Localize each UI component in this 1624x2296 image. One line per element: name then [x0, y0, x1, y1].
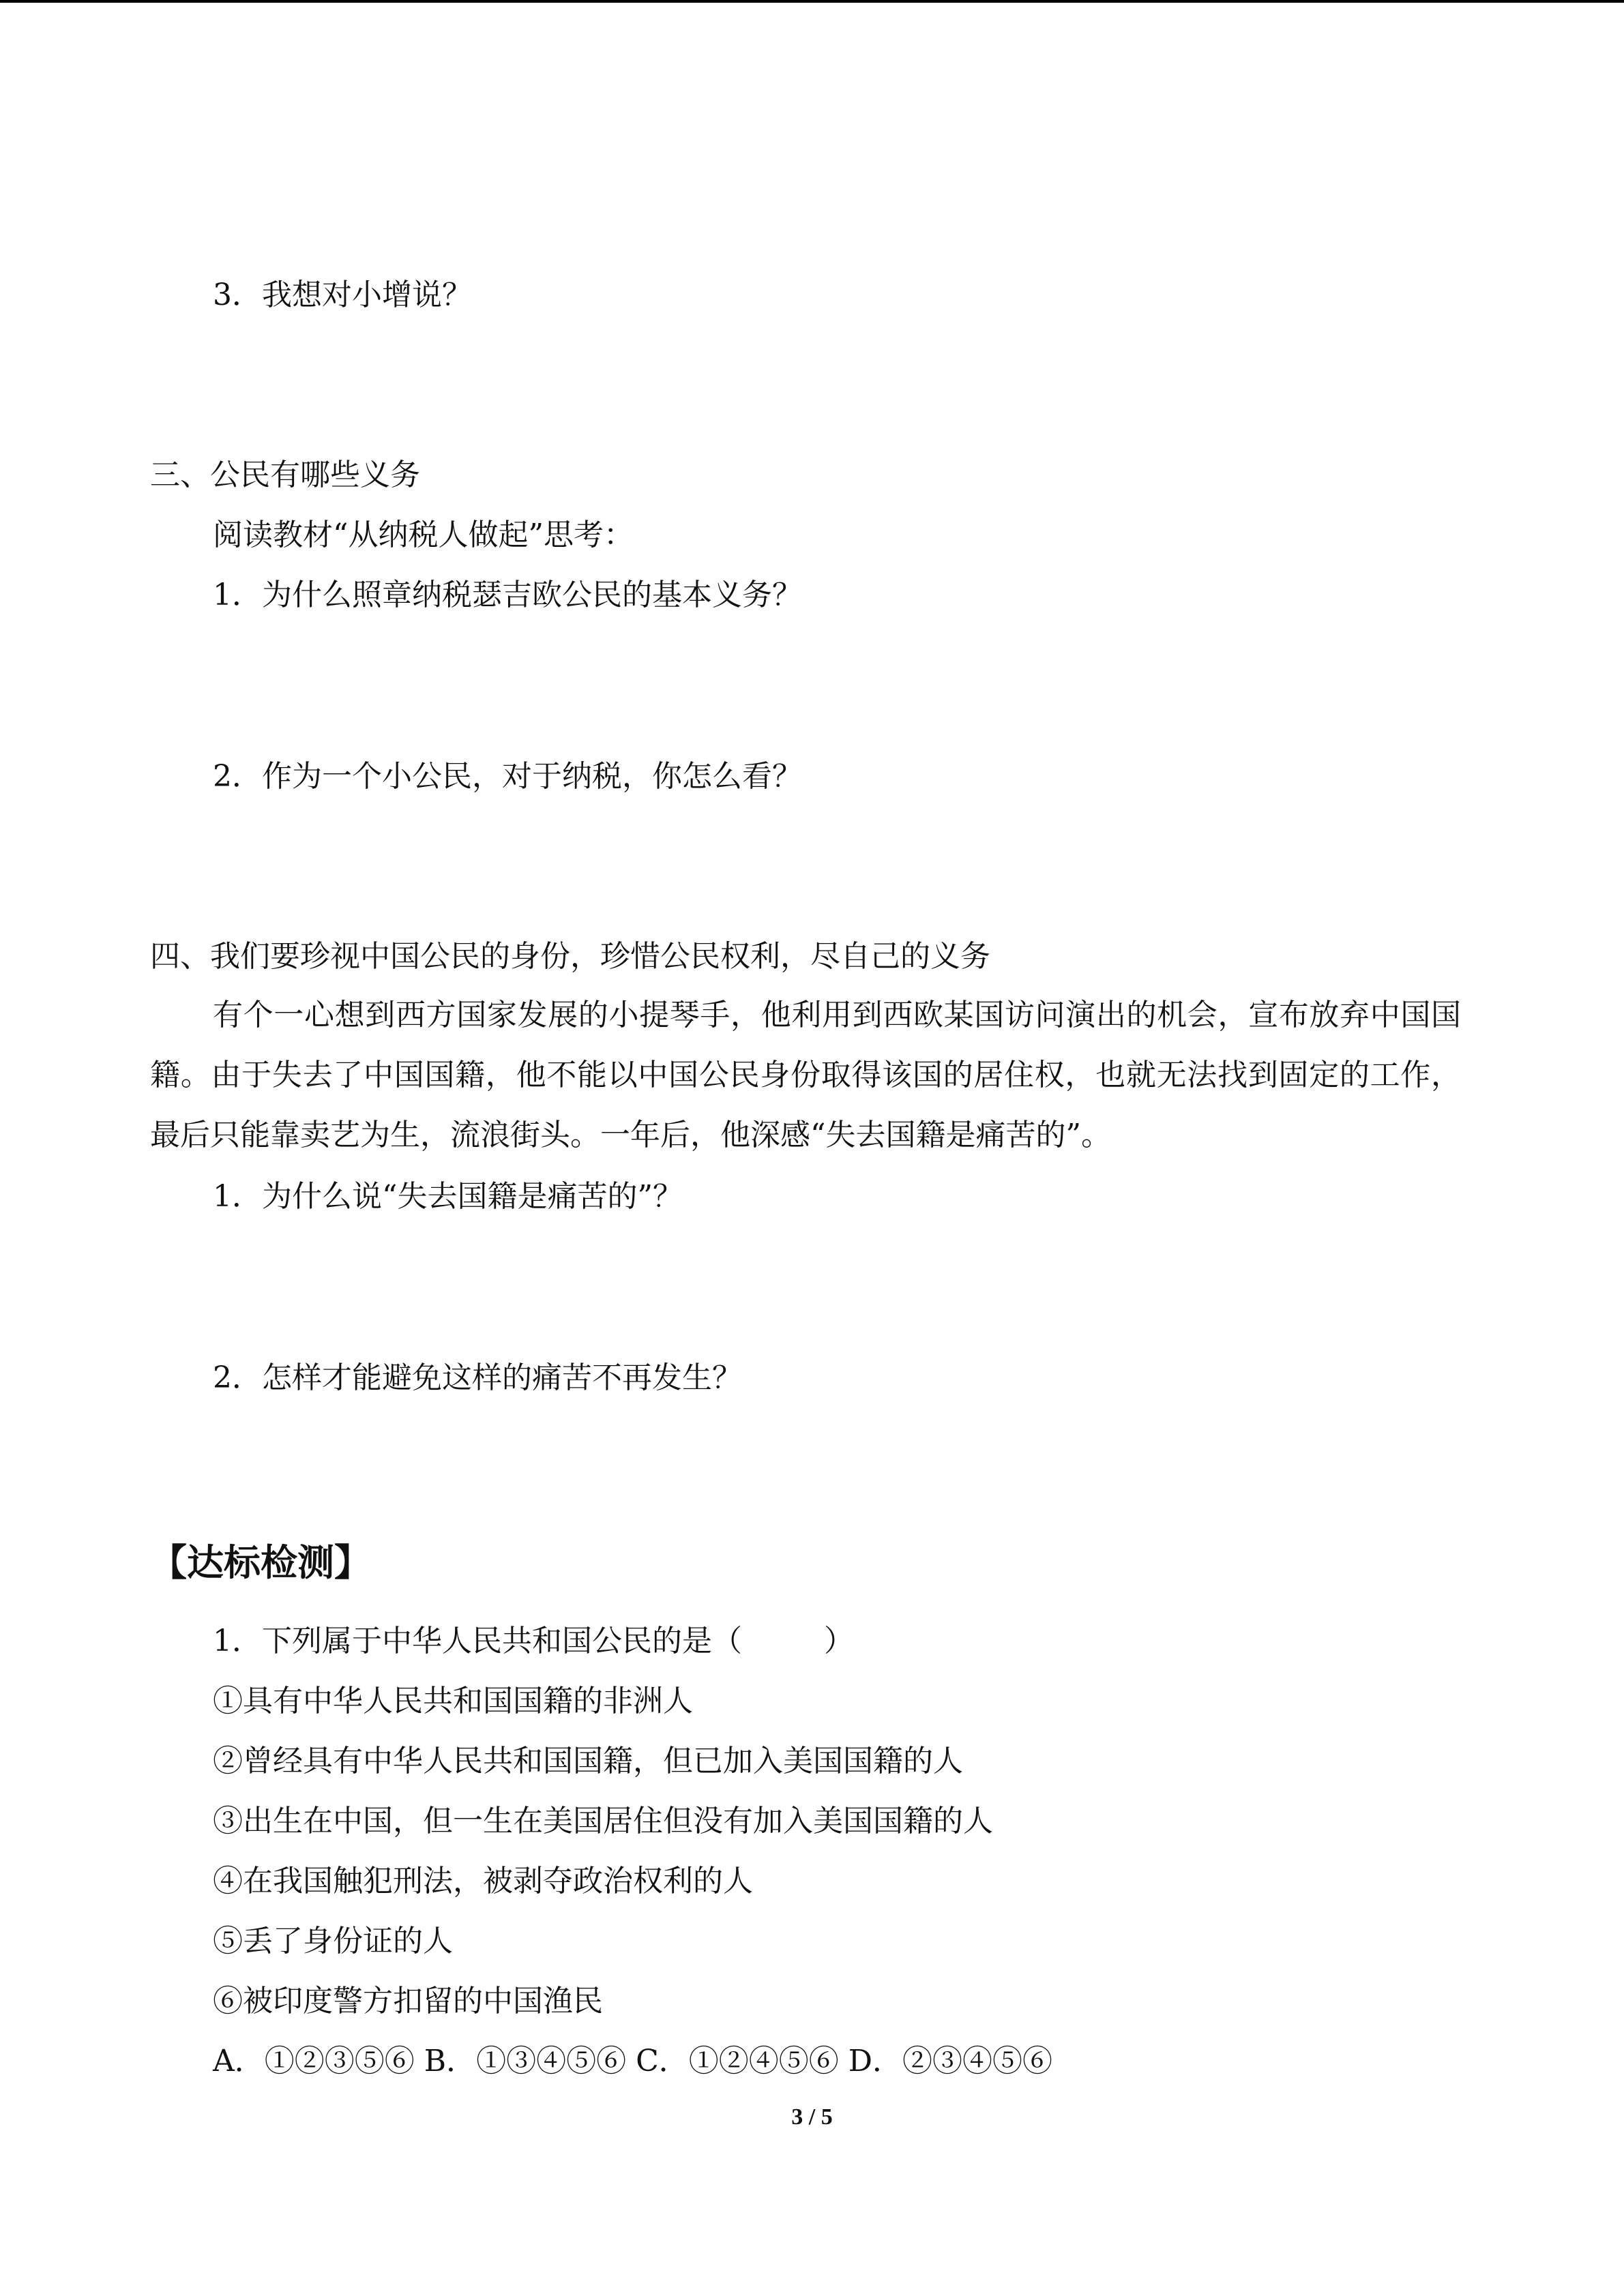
part4-story: [150, 985, 1461, 1165]
part3-question-2: 2．作为一个小公民，对于纳税，你怎么看？: [213, 759, 802, 794]
option-4: ④在我国触犯刑法，被剥夺政治权利的人: [213, 1864, 753, 1898]
option-3: ③出生在中国，但一生在美国居住但没有加入美国国籍的人: [213, 1804, 993, 1838]
answer-choices: A．①②③⑤⑥ B．①③④⑤⑥ C．①②④⑤⑥ D．②③④⑤⑥: [213, 2044, 1053, 2078]
part2-question-3: 3．我想对小增说？: [213, 278, 472, 312]
part3-title: 三、公民有哪些义务: [150, 458, 420, 492]
option-2: ②曾经具有中华人民共和国国籍，但已加入美国国籍的人: [213, 1744, 963, 1778]
part3-intro: 阅读教材“从纳税人做起”思考：: [213, 518, 634, 552]
page-number: 3 / 5: [791, 2104, 833, 2130]
option-5: ⑤丢了身份证的人: [213, 1924, 453, 1958]
question-1-stem: 1．下列属于中华人民共和国公民的是（: [213, 1624, 742, 1658]
part4-story-text: 有个一心想到西方国家发展的小提琴手，他利用到西欧某国访问演出的机会，宣布放弃中国国籍。由于失去了中国国籍，他不能以中国公民身份取得该国的居住权，也就无法找到固定的工作，最后只能靠卖艺为生，流浪街头。一年后，他深感“失去国籍是痛苦的”。: [150, 998, 1461, 1152]
question-1-stem-end: ）: [824, 1624, 854, 1658]
part3-question-1: 1．为什么照章纳税瑟吉欧公民的基本义务？: [213, 578, 802, 612]
top-border-rule: [0, 0, 1624, 3]
option-1: ①具有中华人民共和国国籍的非洲人: [213, 1684, 693, 1718]
part4-question-2: 2．怎样才能避免这样的痛苦不再发生？: [213, 1360, 742, 1395]
part4-question-1: 1．为什么说“失去国籍是痛苦的”？: [213, 1179, 683, 1214]
assessment-question-1: [213, 1621, 854, 1662]
option-6: ⑥被印度警方扣留的中国渔民: [213, 1984, 603, 2018]
part4-title: 四、我们要珍视中国公民的身份，珍惜公民权利，尽自己的义务: [150, 939, 990, 974]
assessment-title: 【达标检测】: [150, 1540, 371, 1584]
